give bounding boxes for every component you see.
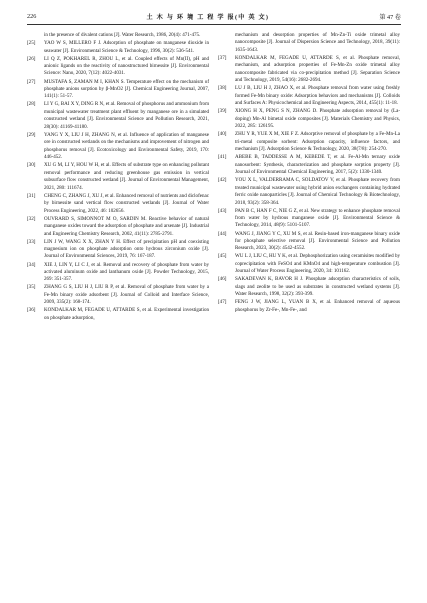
reference-number: [26] <box>27 55 36 62</box>
reference-text: LIN J W, WANG X X, ZHAN Y H. Effect of precipitation pH and coexisting magnesium ion on phosphate adsorption onto hydrous zirconium oxide [J]. Journal of Environmental Sciences, 2019, 76: 167-187. <box>44 238 209 260</box>
reference-entry <box>218 131 400 153</box>
reference-number: [35] <box>27 284 36 291</box>
reference-text: ABEBE B, TADDESSE A M, KEBEDE T, et al. Fe-Al-Mn ternary oxide nanosorbent: Synthesis, characterization and phosphate sorption property [J]. Journal of Environmental Chemical Engineering, 2017, 5(2): 1330-1340. <box>235 154 400 176</box>
reference-text: PAN B C, HAN F C, NIE G Z, et al. New strategy to enhance phosphate removal from water by hydrous manganese oxide [J]. Environmental Science & Technology, 2014, 48(9): 5101-5107. <box>235 207 400 229</box>
reference-number: [39] <box>218 108 227 115</box>
reference-text: MUSTAFA S, ZAMAN M I, KHAN S. Temperature effect on the mechanism of phosphate anions sorption by β-MnO2 [J]. Chemical Engineering Journal, 2007, 141(1): 51-57. <box>44 78 209 100</box>
reference-number: [33] <box>27 238 36 245</box>
reference-number <box>218 32 235 54</box>
reference-number: [28] <box>27 101 36 108</box>
reference-entry <box>27 79 209 101</box>
reference-text: LI Y G, BAI X Y, DING R N, et al. Removal of phosphorus and ammonium from municipal wastewater treatment plant effluent by manganese ore in a simulated constructed wetland [J]. Environmental Science and Pollution Research, 2021, 28(30): 41169-41180. <box>44 101 209 130</box>
reference-entry <box>218 253 400 275</box>
volume-label: 第 47 卷 <box>379 13 401 21</box>
reference-text: LU J B, LIU H J, ZHAO X, et al. Phosphate removal from water using freshly formed Fe-Mn binary oxide: Adsorption behaviors and mechanisms [J]. Colloids and Surfaces A: Physicochemical and Engineering Aspects, 2014, 455(1): 11-18. <box>235 85 400 107</box>
reference-number: [37] <box>218 54 227 61</box>
journal-title: 土 木 与 环 境 工 程 学 报(中 英 文) <box>146 13 270 21</box>
reference-entry <box>27 40 209 55</box>
reference-number: [41] <box>218 154 227 161</box>
reference-number: [29] <box>27 131 36 138</box>
reference-entry <box>27 193 209 215</box>
reference-entry <box>27 32 209 39</box>
page-number: 226 <box>27 12 37 20</box>
reference-number: [40] <box>218 131 227 138</box>
reference-text: ZHANG G S, LIU H J, LIU R P, et al. Removal of phosphate from water by a Fe-Mn binary oxide adsorbent [J]. Journal of Colloid and Interface Science, 2009, 335(2): 168-174. <box>44 284 209 306</box>
reference-text: FENG J W, JIANG L, YUAN B X, et al. Enhanced removal of aqueous phosphorus by Zr-Fe-, Mn-Fe-, and <box>235 299 400 313</box>
reference-number: [31] <box>27 192 36 199</box>
reference-text: KONDALKAR M, FEGADE U, ATTARDE S, et al. Phosphate removal, mechanism, and adsorption properties of Fe-Mn-Zn oxide trimetal alloy nanocomposite fabricated via co-precipitation method [J]. Separation Science and Technology, 2019, 54(16): 2682-2694. <box>235 54 400 84</box>
reference-number: [25] <box>27 40 36 47</box>
reference-entry <box>27 262 209 284</box>
reference-text: WANG J, JIANG Y C, XU M S, et al. Resin-based iron-manganese binary oxide for phosphate selective removal [J]. Environmental Science and Pollution Research, 2023, 30(2): 4542-4552. <box>235 230 400 252</box>
reference-text: XU G M, LI Y, HOU W H, et al. Effects of substrate type on enhancing pollutant removal performance and reducing greenhouse gas emission in vertical subsurface flow constructed wetland [J]. Journal of Environmental Management, 2021, 280: 111674. <box>44 162 209 191</box>
reference-number: [32] <box>27 215 36 222</box>
reference-number: [45] <box>218 253 227 260</box>
reference-text: WU L J, LIU C, HU Y K, et al. Dephosphorization using ceramisites modified by coprecipitation with FeSO4 and KMnO4 and high-temperature combustion [J]. Journal of Water Process Engineering, 2020, 34: 101162. <box>235 253 400 275</box>
reference-entry <box>27 239 209 261</box>
reference-entry <box>27 162 209 192</box>
reference-number <box>27 32 44 39</box>
reference-number: [47] <box>218 299 227 306</box>
reference-number: [34] <box>27 261 36 268</box>
reference-text: KONDALKAR M, FEGADE U, ATTARDE S, et al. Experimental investigation on phosphate adsorption, <box>44 307 209 321</box>
reference-entry <box>218 231 400 253</box>
reference-entry <box>27 56 209 78</box>
reference-text: CHENG C, ZHANG J, XU J, et al. Enhanced removal of nutrients and diclofenac by birnessite sand vertical flow constructed wetlands [J]. Journal of Water Process Engineering, 2022, 46: 102656. <box>44 192 209 214</box>
reference-entry <box>218 208 400 230</box>
reference-entry <box>218 276 400 298</box>
reference-number: [42] <box>218 177 227 184</box>
reference-text: OUVRARD S, SIMONNOT M O, SARDIN M. Reactive behavior of natural manganese oxides toward the adsorption of phosphate and arsenate [J]. Industrial and Engineering Chemistry Research, 2002, 41(11): 2785-2791. <box>44 215 209 237</box>
reference-text: XIE J, LIN Y, LI C J, et al. Removal and recovery of phosphate from water by activated aluminum oxide and lanthanum oxide [J]. Powder Technology, 2015, 269: 351-357. <box>44 261 209 283</box>
reference-number: [27] <box>27 78 36 85</box>
reference-entry <box>218 85 400 107</box>
reference-entry <box>218 55 400 85</box>
header-rule <box>27 24 401 25</box>
reference-text: ZHU Y R, YUE X M, XIE F Z. Adsorptive removal of phosphate by a Fe-Mn-La tri-metal composite sorbent: Adsorption capacity, influence factors, and mechanism [J]. Adsorption Science & Technology, 2020, 38(7/8): 254-270. <box>235 131 400 153</box>
reference-text: in the presence of divalent cations [J]. Water Research, 1986, 20(4): 471-475. <box>44 32 201 38</box>
reference-text: SAKADEVAN K, BAVOR H J. Phosphate adsorption characteristics of soils, slags and zeolite to be used as substrates in constructed wetland systems [J]. Water Research, 1998, 32(2): 393-399. <box>235 276 400 298</box>
reference-number: [46] <box>218 276 227 283</box>
reference-entry <box>218 154 400 176</box>
reference-text: mechanism and desorption properties of Mn-Zn-Ti oxide trimetal alloy nanocomposite [J]. Journal of Dispersion Science and Technology, 2018, 39(11): 1635-1643. <box>235 32 400 53</box>
reference-text: XIONG H X, PENG S N, ZHANG D. Phosphate adsorption removal by (La-doping) Mn-Al bimetal oxide composites [J]. Materials Chemistry and Physics, 2022, 285: 126195. <box>235 108 400 130</box>
reference-column-left <box>27 32 209 323</box>
reference-entry <box>27 307 209 322</box>
reference-text: YANG Y X, LIU J H, ZHANG N, et al. Influence of application of manganese ore in constructed wetlands on the mechanisms and improvement of nitrogen and phosphorus removal [J]. Ecotoxicology and Environmental Safety, 2019, 170: 446-452. <box>44 131 209 161</box>
reference-number: [43] <box>218 207 227 214</box>
reference-entry <box>27 216 209 238</box>
reference-text: YAO W S, MILLERO F J. Adsorption of phosphate on manganese dioxide in seawater [J]. Environmental Science & Technology, 1996, 30(2): 536-541. <box>44 40 209 54</box>
reference-entry <box>218 32 400 54</box>
page-header <box>27 9 401 23</box>
reference-entry <box>27 132 209 162</box>
reference-entry <box>27 101 209 131</box>
reference-text: YOU X L, VALDERRAMA C, SOLDATOV V, et al. Phosphate recovery from treated municipal wastewater using hybrid anion exchangers containing hydrated ferric oxide nanoparticles [J]. Journal of Chemical Technology & Biotechnology, 2018, 93(2): 358-364. <box>235 177 400 206</box>
reference-column-right <box>218 32 400 315</box>
reference-entry <box>27 284 209 306</box>
reference-number: [30] <box>27 162 36 169</box>
reference-entry <box>218 177 400 207</box>
reference-number: [38] <box>218 85 227 92</box>
reference-text: LI Q Z, POKHAREL R, ZHOU L, et al. Coupled effects of Mn(II), pH and anionic ligands on the reactivity of nanostructured birnessite [J]. Environmental Science: Nano, 2020, 7(12): 4022-4031. <box>44 55 209 77</box>
reference-entry <box>218 299 400 314</box>
reference-number: [44] <box>218 230 227 237</box>
reference-number: [36] <box>27 307 36 314</box>
reference-entry <box>218 108 400 130</box>
